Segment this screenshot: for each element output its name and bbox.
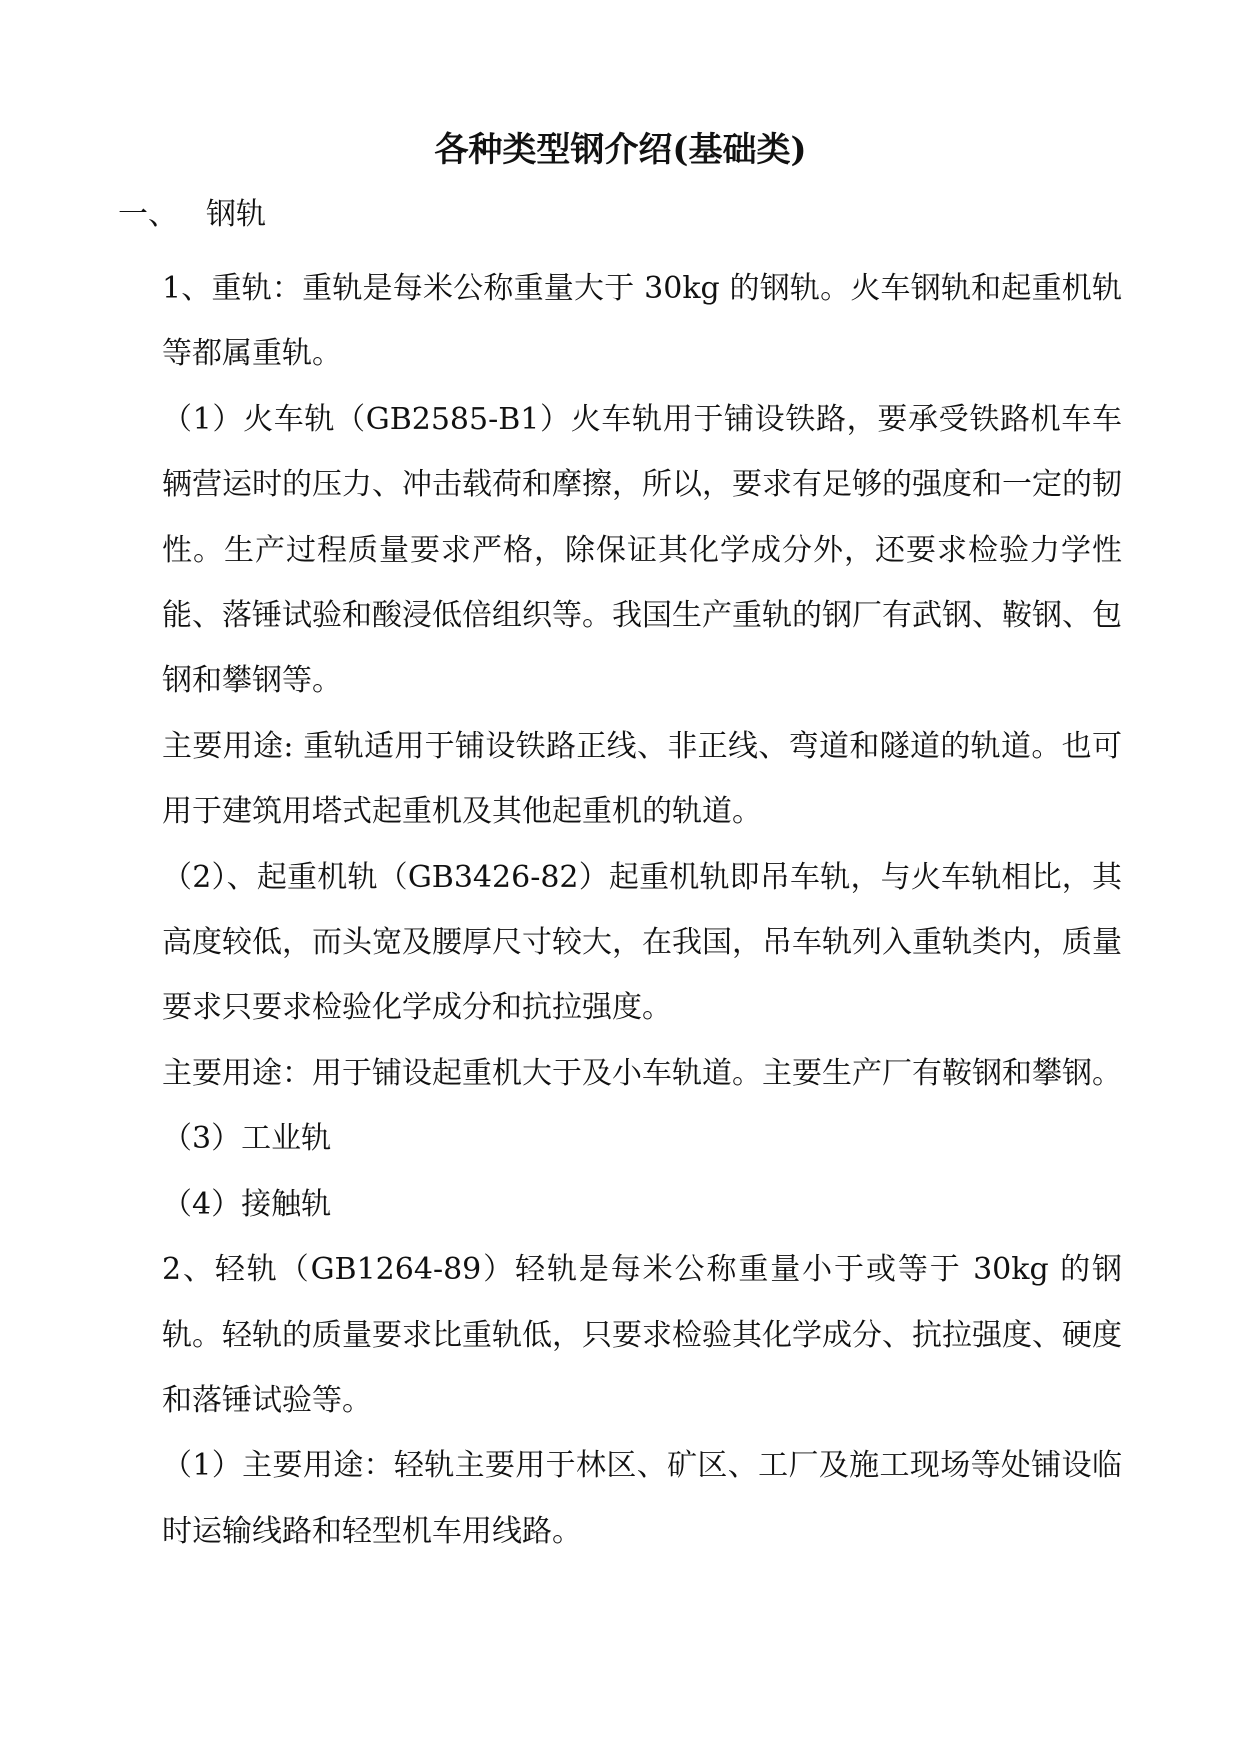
paragraph-crane-rail: （2）、起重机轨（GB3426-82）起重机轨即吊车轨，与火车轨相比，其高度较低，而头宽及腰厚尺寸较大，在我国，吊车轨列入重轨类内，质量要求只要求检验化学成分和抗拉强度。 bbox=[162, 859, 1122, 1026]
paragraph-industrial-rail: （3）工业轨 bbox=[162, 1121, 332, 1157]
section-heading-text: 钢轨 bbox=[206, 197, 266, 232]
paragraph-contact-rail: （4）接触轨 bbox=[162, 1186, 332, 1222]
paragraph-heavy-rail-usage: 主要用途: 重轨适用于铺设铁路正线、非正线、弯道和隧道的轨道。也可用于建筑用塔式起重机及其他起重机的轨道。 bbox=[162, 728, 1122, 830]
paragraph-light-rail: 2、轻轨（GB1264-89）轻轨是每米公称重量小于或等于 30kg 的钢轨。轻轨的质量要求比重轨低，只要求检验其化学成分、抗拉强度、硬度和落锤试验等。 bbox=[162, 1252, 1122, 1418]
paragraph-train-rail: （1）火车轨（GB2585-B1）火车轨用于铺设铁路，要承受铁路机车车辆营运时的压力、冲击载荷和摩擦，所以，要求有足够的强度和一定的韧性。生产过程质量要求严格，除保证其化学成分外，还要求检验力学性能、落锤试验和酸浸低倍组织等。我国生产重轨的钢厂有武钢、鞍钢、包钢和攀钢等。 bbox=[162, 401, 1122, 699]
paragraph-crane-rail-usage: 主要用途：用于铺设起重机大于及小车轨道。主要生产厂有鞍钢和攀钢。 bbox=[162, 1055, 1122, 1091]
document-title: 各种类型钢介绍(基础类) bbox=[434, 130, 807, 170]
section-number: 一、 bbox=[118, 197, 178, 232]
paragraph-heavy-rail: 1、重轨：重轨是每米公称重量大于 30kg 的钢轨。火车钢轨和起重机轨等都属重轨。 bbox=[162, 271, 1122, 372]
paragraph-light-rail-usage: （1）主要用途：轻轨主要用于林区、矿区、工厂及施工现场等处铺设临时运输线路和轻型机车用线路。 bbox=[162, 1448, 1122, 1549]
section-heading bbox=[118, 193, 266, 237]
document-body bbox=[162, 256, 1122, 1564]
